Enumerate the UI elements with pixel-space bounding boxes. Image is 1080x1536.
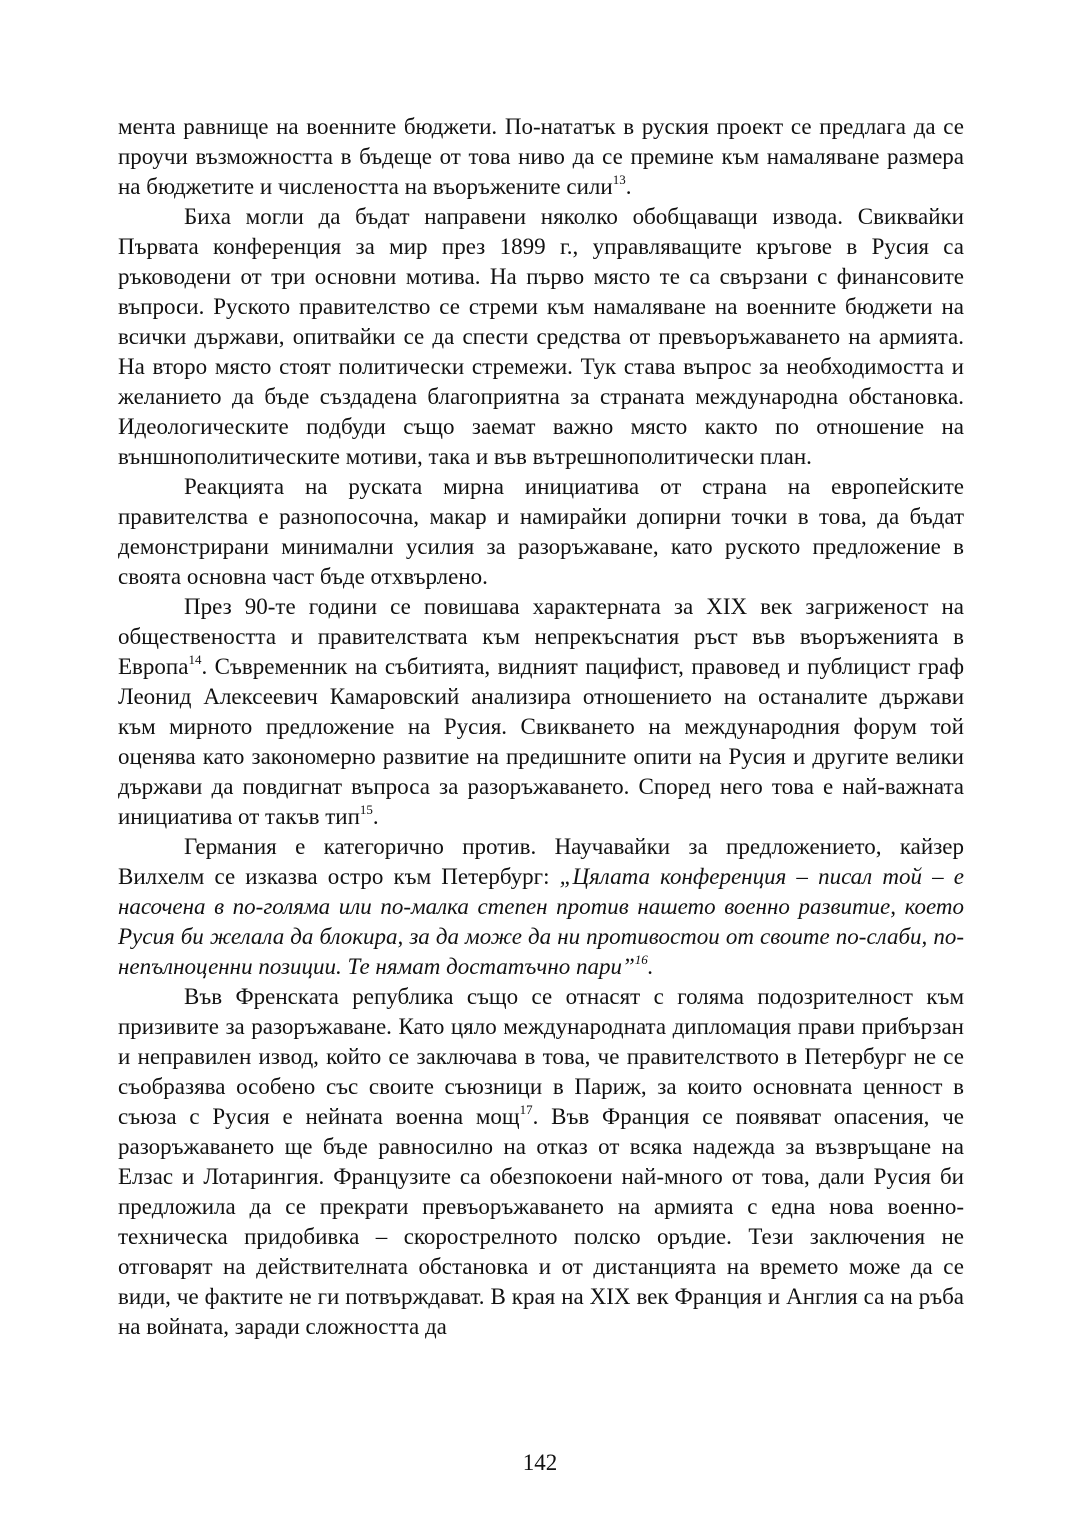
paragraph-p4 xyxy=(118,592,964,832)
text-run: През 90-те години се повишава характерната за XIX век загриженост на обществеността и правителствата към непрекъснатия ръст във въоръженията в Европа xyxy=(118,594,964,679)
footnote-ref: 14 xyxy=(188,652,202,668)
page-number: 142 xyxy=(522,1450,558,1475)
text-column xyxy=(118,112,964,1342)
text-run: . Съвременник на събитията, видният пацифист, правовед и публицист граф Леонид Алексеевич Камаровский анализира отношението на останалите държави към мирното предложение на Русия. Свикването на международния форум той оценява като закономерно развитие на предишните опити на Русия и другите велики държави да повдигнат въпроса за разоръжаването. Според него това е най-важната инициатива от такъв тип xyxy=(118,654,964,829)
text-run: Реакцията на руската мирна инициатива от страна на европейските правителства е разнопосочна, макар и намирайки допирни точки в това, да бъдат демонстрирани минимални усилия за разоръжаване, като руското предложение в своята основна част бъде отхвърлено. xyxy=(118,474,964,589)
text-run: . xyxy=(372,804,379,829)
quote-run: . xyxy=(647,954,654,979)
footnote-ref: 17 xyxy=(519,1102,533,1118)
paragraph-p1 xyxy=(118,112,964,202)
footnote-ref: 15 xyxy=(359,802,373,818)
page-body xyxy=(118,112,964,1342)
paragraph-p5 xyxy=(118,832,964,982)
paragraph-p2 xyxy=(118,202,964,472)
text-run: мента равнище на военните бюджети. По-нататък в руския проект се предлага да се проучи възможността в бъдеще от това ниво да се премине към намаляване размера на бюджетите и числеността на въоръжените сили xyxy=(118,114,964,199)
paragraph-p3 xyxy=(118,472,964,592)
text-run: Във Френската република също се отнасят с голяма подозрителност към призивите за разоръжаване. Като цяло международната дипломация прави прибързан и неправилен извод, който се заключава в това, че правителството в Петербург не се съобразява особено със своите съюзници в Париж, за които основната ценност в съюза с Русия е нейната военна мощ xyxy=(118,984,964,1129)
text-run: . Във Франция се появяват опасения, че разоръжаването ще бъде равносилно на отказ от всяка надежда за възвръщане на Елзас и Лотарингия. Французите са обезпокоени най-много от това, дали Русия би предложила да се прекрати превъоръжаването на армията с една нова военно-техническа придобивка – скорострелното полско оръдие. Тези заключения не отговарят на действителната обстановка и от дистанцията на времето може да се види, че фактите не ги потвърждават. В края на XIX век Франция и Англия са на ръба на войната, заради сложността да xyxy=(118,1104,964,1339)
text-run: . xyxy=(625,174,632,199)
quote-run: „Цялата конференция – писал той – е насочена в по-голяма или по-малка степен против нашето военно развитие, което Русия би желала да блокира, за да може да ни противостои от своите по-слаби, по-непълноценни позиции. Те нямат достатъчно пари” xyxy=(118,864,964,979)
text-run: Биха могли да бъдат направени няколко обобщаващи извода. Свиквайки Първата конференция за мир през 1899 г., управляващите кръгове в Русия са ръководени от три основни мотива. На първо място те са свързани с финансовите въпроси. Руското правителство се стреми към намаляване на военните бюджети на всички държави, опитвайки се да спести средства от превъоръжаването на армията. На второ място стоят политически стремежи. Тук става въпрос за необходимостта и желанието да бъде създадена благоприятна за страната международна обстановка. Идеологическите подбуди също заемат важно място както по отношение на външнополитическите мотиви, така и във вътрешнополитически план. xyxy=(118,204,964,469)
text-run: Германия е категорично против. Научавайки за предложението, кайзер Вилхелм се изказва остро към Петербург: xyxy=(118,834,964,889)
footnote-ref: 16 xyxy=(634,952,648,968)
paragraph-p6 xyxy=(118,982,964,1342)
footnote-ref: 13 xyxy=(612,172,626,188)
